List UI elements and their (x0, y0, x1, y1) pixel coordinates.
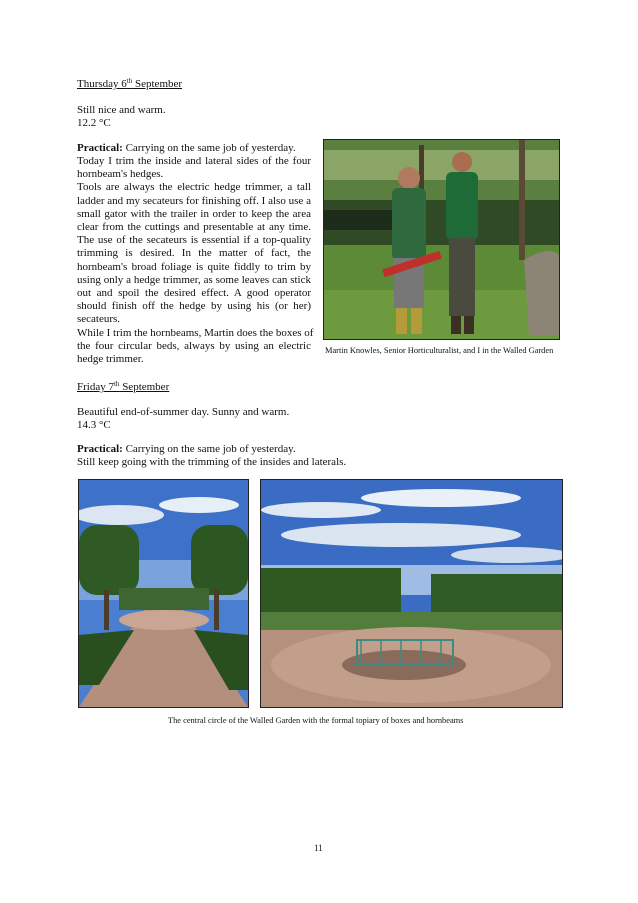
page-number: 11 (314, 843, 323, 853)
body-line: The use of the secateurs is essential if a top-quality (77, 234, 311, 247)
thursday-heading: Thursday 6th September (77, 77, 183, 90)
body-line: should finish off the hedge by using his (or her) (77, 300, 311, 313)
body-line: hedge trimmer. (77, 353, 144, 366)
thursday-temperature: 12.2 °C (77, 117, 111, 129)
friday-weather: Beautiful end-of-summer day. Sunny and warm. (77, 406, 290, 418)
thursday-practical: Practical: Carrying on the same job of yesterday. (77, 142, 296, 154)
body-line: secateurs. (77, 313, 121, 326)
body-line: trimming is desired. In the matter of fact, the (77, 247, 311, 260)
body-line: hornbeam's hedges. (77, 168, 164, 181)
body-line: Today I trim the inside and lateral sides of the four (77, 155, 311, 167)
body-line: Tools are always the electric hedge trimmer, a tall (77, 181, 311, 194)
body-line: hornbeam's broad foliage is quite fiddly to trim by (77, 260, 311, 273)
thursday-body (77, 155, 314, 366)
photo-caption-martin: Martin Knowles, Senior Horticulturalist, and I in the Walled Garden (325, 346, 554, 355)
body-line: the four circular beds, always by using an electric (77, 339, 311, 352)
photo-martin-and-author (323, 139, 560, 340)
body-line: ladder and my secateurs for finishing off. I also use a (77, 194, 311, 207)
body-line: out and spoil the desired effect. A good operator (77, 287, 311, 300)
practical-label: Practical: (77, 142, 123, 154)
body-line: clear from the cuttings and presentable at any time. (77, 221, 311, 234)
body-line: small gator with the trailer in order to keep the area (77, 207, 311, 220)
photo-walled-garden-path (78, 479, 249, 708)
friday-body: Still keep going with the trimming of the insides and laterals. (77, 456, 347, 468)
friday-practical: Practical: Carrying on the same job of yesterday. (77, 443, 296, 455)
body-line: using only a hedge trimmer, as some leaves can stick (77, 273, 311, 286)
photo-walled-garden-central-circle (260, 479, 563, 708)
thursday-weather: Still nice and warm. (77, 104, 166, 116)
body-line: While I trim the hornbeams, Martin does the boxes of (77, 326, 314, 339)
practical-label: Practical: (77, 443, 123, 455)
friday-temperature: 14.3 °C (77, 419, 111, 431)
photo-caption-central-circle: The central circle of the Walled Garden with the formal topiary of boxes and hornbeams (168, 716, 464, 725)
friday-heading: Friday 7th September (77, 380, 170, 393)
